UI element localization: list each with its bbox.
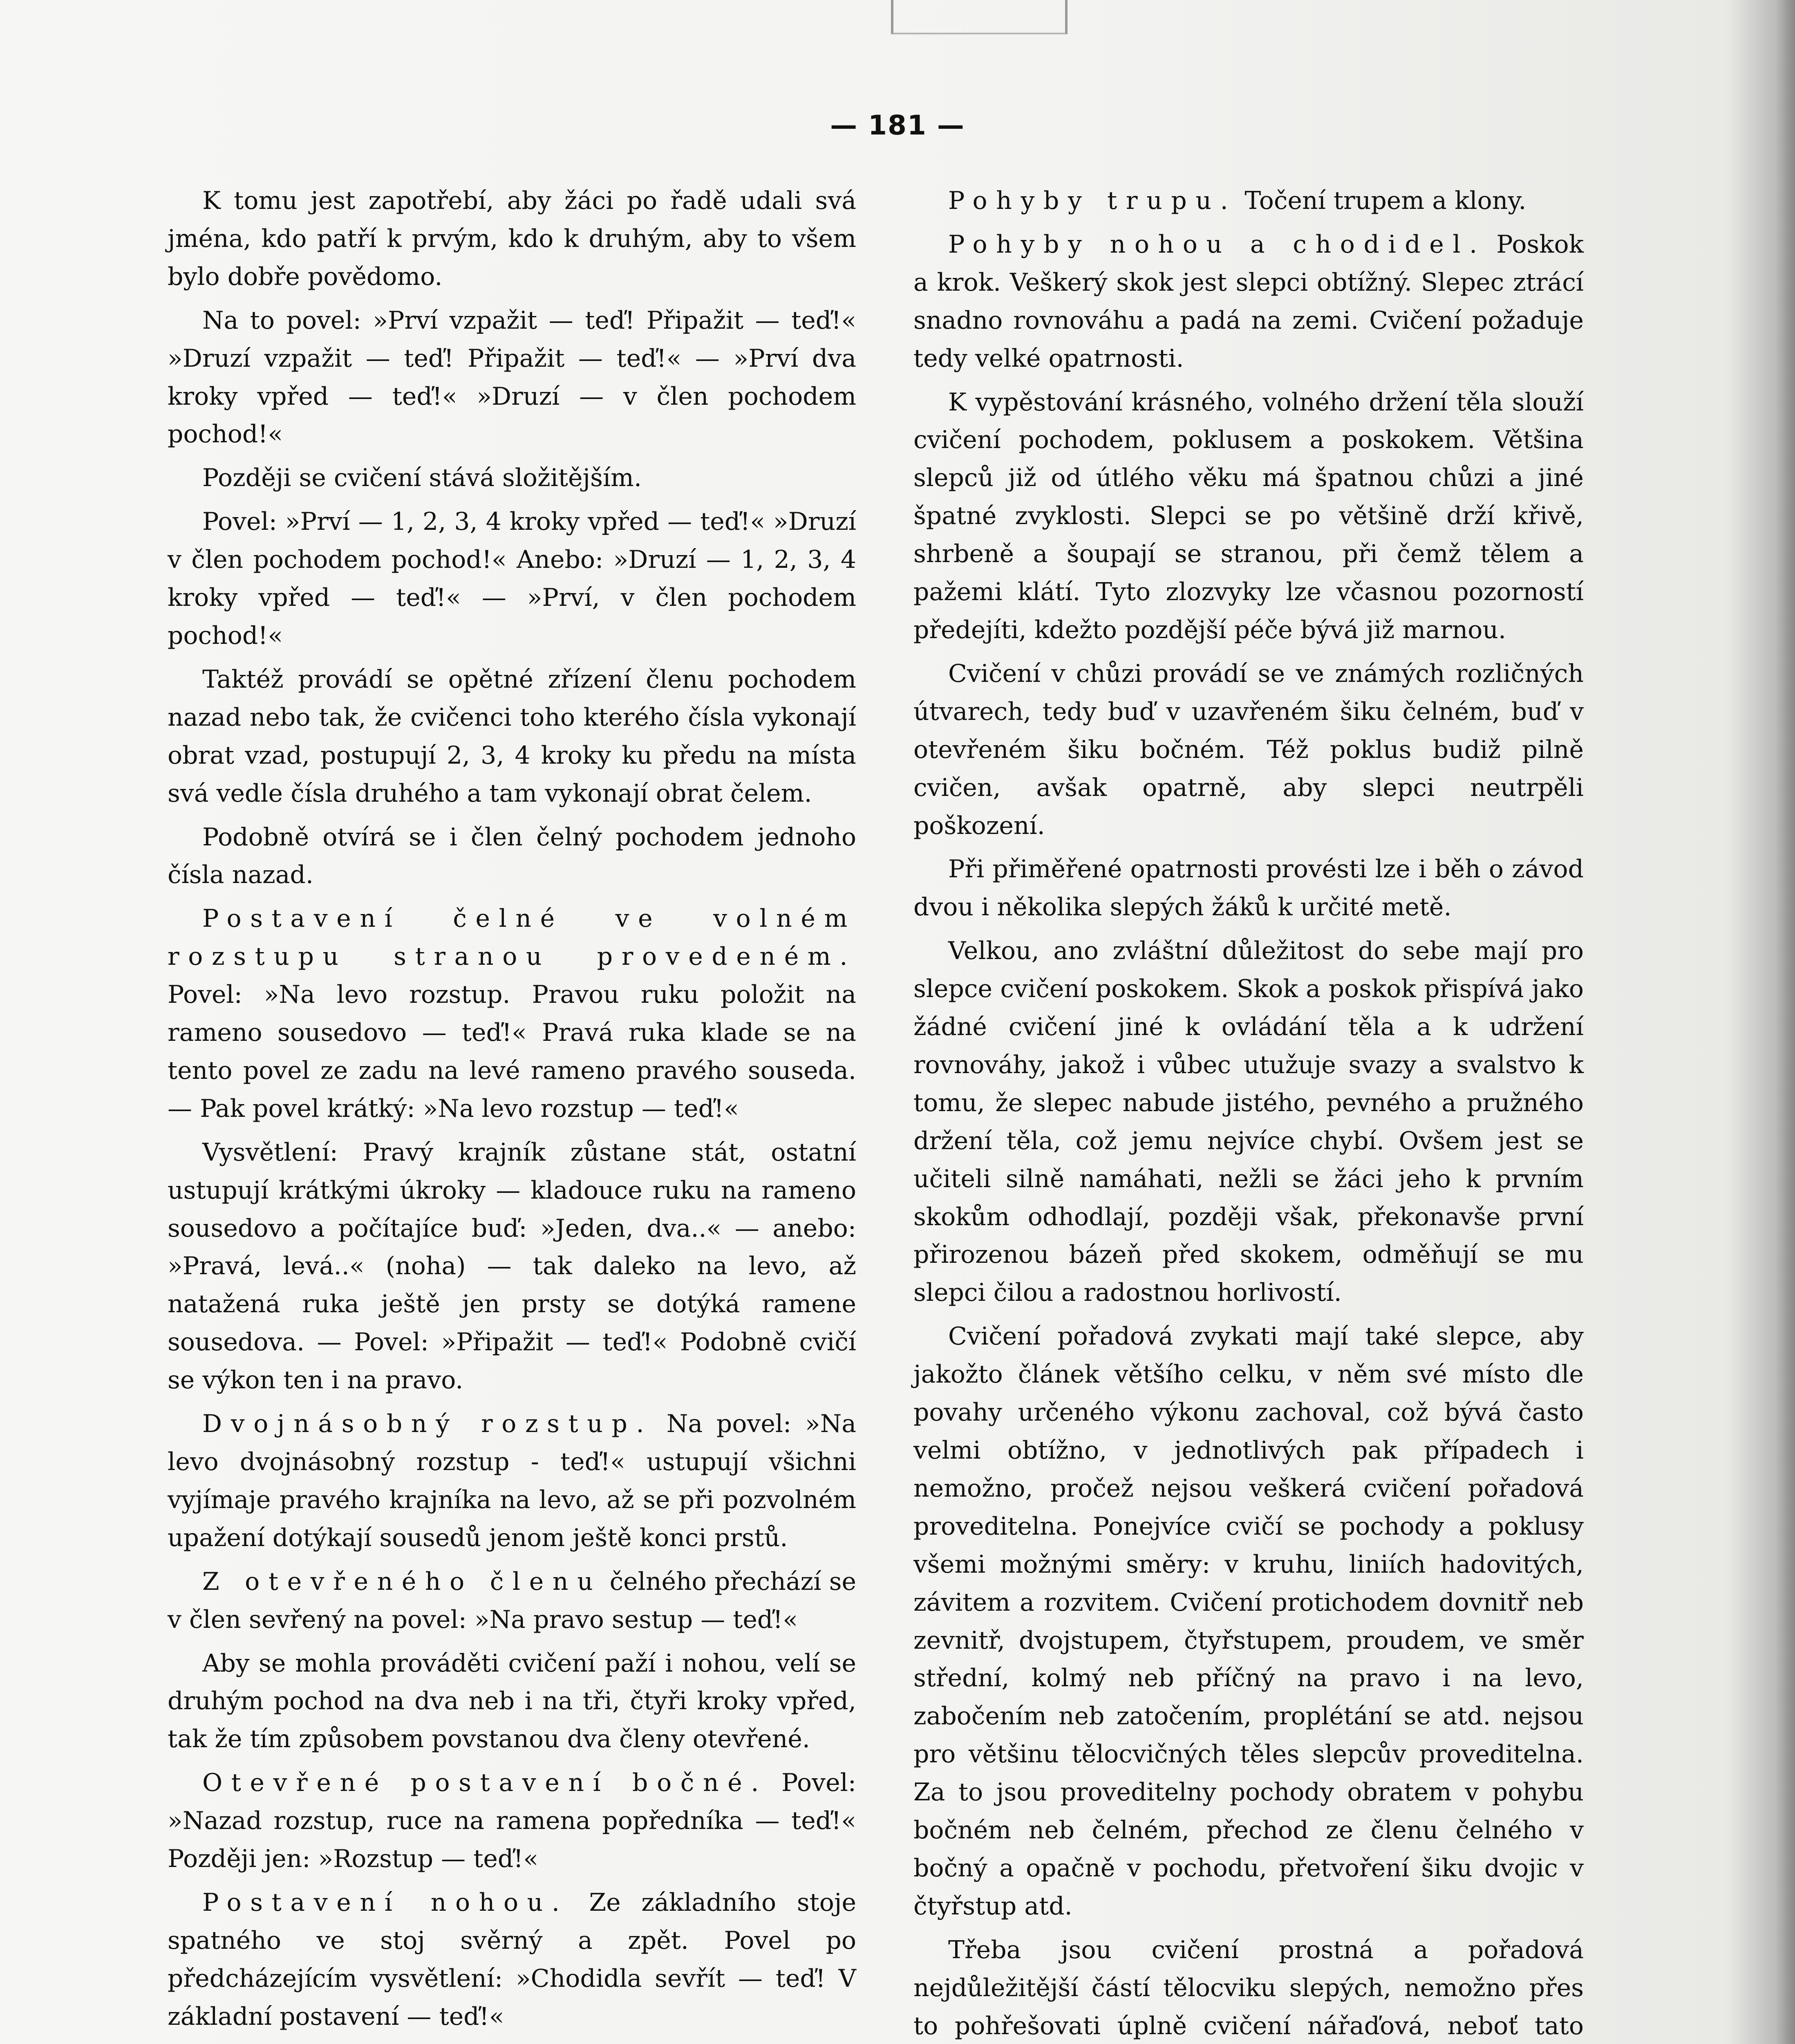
paragraph [168,661,856,813]
paragraph-text: Na povel: »Na levo dvojnásobný rozstup - teď!« ustupují všichni vyjímaje pravého krajníka na levo, až se při pozvolném upažení dotýkají sousedů jenom ještě konci prstů. [168,1410,856,1552]
paragraph [168,1134,856,1399]
paragraph-text: Třeba jsou cvičení prostná a pořadová nejdůležitější částí tělocviku slepých, nemožno přes to pohřešovati úplně cvičení nářaďová, neboť tato [913,1935,1584,2040]
page-edge-shadow [1730,0,1795,2044]
paragraph-text: Vysvětlení: Pravý krajník zůstane stát, ostatní ustupují krátkými úkroky — kladouce ruku na rameno sousedovo a počítajíce buď: »Jeden, dva..« — anebo: »Pravá, levá..« (noha) — tak daleko na levo, až natažená ruka ještě jen prsty se dotýká ramene sousedova. — Povel: »Připažit — teď!« Podobně cvičí se výkon ten i na pravo. [168,1138,856,1395]
paragraph-text: Cvičení pořadová zvykati mají také slepce, aby jakožto článek většího celku, v něm své místo dle povahy určeného výkonu zachoval, což bývá často velmi obtížno, v jednotlivých pak případech i nemožno, pročež nejsou veškerá cvičení pořadová proveditelna. Ponejvíce cvičí se pochody a poklusy všemi možnými směry: v kruhu, liniích hadovitých, závitem a rozvitem. Cvičení protichodem dovnitř neb zevnitř, dvojstupem, čtyřstupem, proudem, ve směr střední, kolmý neb příčný na pravo i na levo, zabočením neb zatočením, proplétání se atd. nejsou pro většinu tělocvičných těles slepcův proveditelna. Za to jsou proveditelny pochody obratem v pohybu bočném neb čelném, přechod ze členu čelného v bočný a opačně v pochodu, přetvoření šiku dvojic v čtyřstup atd. [913,1322,1584,1921]
paragraph-text: Ze základního stoje spatného ve stoj svěrný a zpět. Povel po předcházejícím vysvětlení: »Chodidla sevřít — teď! V základní postavení — teď!« [168,1888,856,2031]
section-heading: Otevřené postavení bočné. [202,1768,768,1797]
page-number: — 181 — [830,110,965,141]
paragraph [913,850,1584,926]
paragraph-text: K vypěstování krásného, volného držení těla slouží cvičení pochodem, poklusem a poskokem. Většina slepců již od útlého věku má špatnou chůzi a jiné špatné zvyklosti. Slepci se po většině drží křivě, shrbeně a šoupají se stranou, při čemž tělem a pažemi klátí. Tyto zlozvyky lze včasnou pozorností předejíti, kdežto pozdější péče bývá již marnou. [913,388,1584,644]
paragraph [913,932,1584,1312]
paragraph [168,1645,856,1759]
paragraph [168,2042,856,2044]
section-heading: Pohyby nohou a chodidel. [948,230,1486,259]
paragraph-text: Na to povel: »Prví vzpažit — teď! Připažit — teď!« »Druzí vzpažit — teď! Připažit — teď!« — »Prví dva kroky vpřed — teď!« »Druzí — v člen pochodem pochod!« [168,306,856,449]
paragraph [913,182,1584,220]
paragraph-text: Taktéž provádí se opětné zřízení členu pochodem nazad nebo tak, že cvičenci toho kterého čísla vykonají obrat vzad, postupují 2, 3, 4 kroky ku předu na místa svá vedle čísla druhého a tam vykonají obrat čelem. [168,665,856,808]
paragraph [168,1764,856,1878]
paragraph-text: Cvičení v chůzi provádí se ve známých rozličných útvarech, tedy buď v uzavřeném šiku čelném, buď v otevřeném šiku bočném. Též poklus budiž pilně cvičen, avšak opatrně, aby slepci neutrpěli poškození. [913,659,1584,840]
right-column [913,182,1584,2044]
paragraph-text: Povel: »Prví — 1, 2, 3, 4 kroky vpřed — teď!« »Druzí v člen pochodem pochod!« Anebo: »Druzí — 1, 2, 3, 4 kroky vpřed — teď!« — »Prví, v člen pochodem pochod!« [168,507,856,650]
paragraph-text: Velkou, ano zvláštní důležitost do sebe mají pro slepce cvičení poskokem. Skok a poskok přispívá jako žádné cvičení jiné k ovládání těla a k udržení rovnováhy, jakož i vůbec utužuje svazy a svalstvo k tomu, že slepec nabude jistého, pevného a pružného držení těla, což jemu nejvíce chybí. Ovšem jest se učiteli silně namáhati, nežli se žáci jeho k prvním skokům odhodlají, později však, překonavše první přirozenou bázeň před skokem, odměňují se mu slepci čilou a radostnou horlivostí. [913,937,1584,1307]
paragraph [913,383,1584,649]
paragraph [168,1405,856,1557]
paragraph [168,182,856,296]
section-heading: Pohyby trupu. [948,186,1237,215]
paragraph [168,900,856,1127]
section-heading: Postavení nohou. [202,1888,568,1917]
paragraph [168,302,856,454]
paragraph-text: čelného přechází se v člen sevřený na povel: »Na pravo sestup — teď!« [168,1567,857,1634]
paragraph [913,655,1584,845]
section-heading: Postavení čelné ve volném rozstupu stranou provedeném. [168,904,856,971]
paragraph-text: Poskok a krok. Veškerý skok jest slepci obtížný. Slepec ztrácí snadno rovnováhu a padá na zemi. Cvičení požaduje tedy velké opatrnosti. [913,230,1584,373]
paragraph [913,226,1584,378]
paragraph [913,1318,1584,1925]
paragraph [168,1563,856,1639]
paragraph-text: Povel: »Na levo rozstup. Pravou ruku položit na rameno sousedovo — teď!« Pravá ruka klade se na tento povel ze zadu na levé rameno pravého souseda. — Pak povel krátký: »Na levo rozstup — teď!« [168,980,856,1123]
paragraph [168,818,856,894]
paragraph-text: Aby se mohla prováděti cvičení paží i nohou, velí se druhým pochod na dva neb i na tři, čtyři kroky vpřed, tak že tím způsobem povstanou dva členy otevřené. [168,1649,856,1754]
paragraph [168,1884,856,2036]
paragraph-text: K tomu jest zapotřebí, aby žáci po řadě udali svá jména, kdo patří k prvým, kdo k druhým, aby to všem bylo dobře povědomo. [168,186,856,291]
paragraph-text: Při přiměřené opatrnosti provésti lze i běh o závod dvou i několika slepých žáků k určité metě. [913,855,1584,922]
left-column [168,182,856,2044]
section-heading: Dvojnásobný rozstup. [202,1410,653,1439]
section-heading: Z otevřeného členu [202,1567,602,1596]
paragraph-text: Později se cvičení stává složitějším. [202,464,642,493]
paragraph [168,459,856,497]
paragraph-text: Povel: »Nazad rozstup, ruce na ramena popředníka — teď!« Později jen: »Rozstup — teď!« [168,1768,856,1874]
scan-artifact [891,0,1068,34]
paragraph-text: Točení trupem a klony. [1237,186,1526,215]
paragraph-text: Podobně otvírá se i člen čelný pochodem jednoho čísla nazad. [168,823,856,890]
paragraph [168,503,856,655]
paragraph [913,1931,1584,2044]
